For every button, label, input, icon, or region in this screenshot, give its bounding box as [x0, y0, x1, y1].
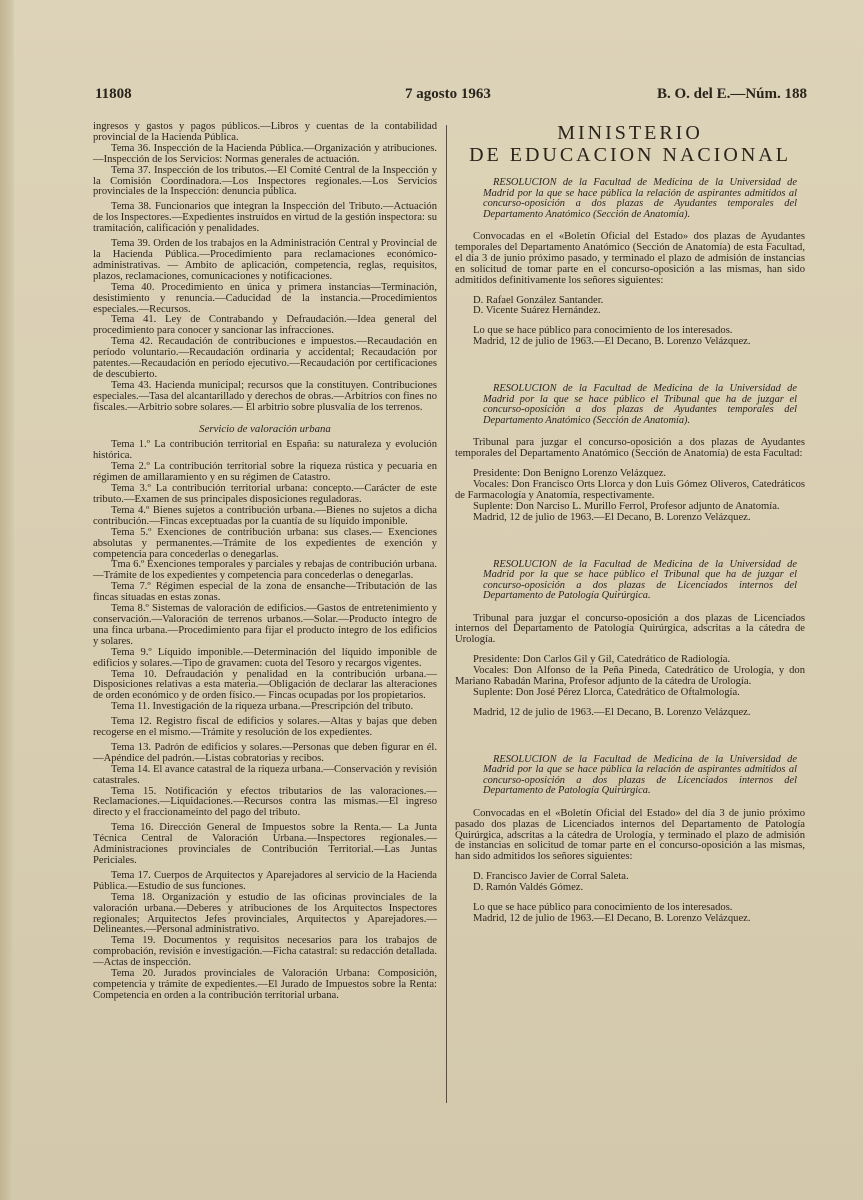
- spacer: [455, 719, 805, 737]
- tema-paragraph: Tema 18. Organización y estudio de las oficinas provinciales de la valoración urbana.—Deberes y atribuciones de los Arquitectos Inspectores regionales; Arquitectos Jefes provinciales, Arquitectos y Aparejadores.—Delineantes.—Personal administrativo.: [93, 891, 437, 936]
- signature: Madrid, 12 de julio de 1963.—El Decano, B. Lorenzo Velázquez.: [473, 913, 751, 924]
- resolution-title: RESOLUCION de la Facultad de Medicina de la Universidad de Madrid por la que se hace pública la relación de aspirantes admitidos al concurso-oposición a dos plazas de Licenciados internos del Departamento de Patología Quirúrgica.: [483, 753, 797, 797]
- spacer: [455, 524, 805, 542]
- paragraph: Tema 43. Hacienda municipal; recursos que la constituyen. Contribuciones especiales.—Tasa del alcantarillado y derechos de obras.—Arbitrios con fines no fiscales.—Arbitrio sobre solares.— El arbitrio sobre plusvalía de los terrenos.: [93, 379, 437, 413]
- tema-paragraph: Tema 14. El avance catastral de la riqueza urbana.—Conservación y revisión catastrales.: [93, 763, 437, 786]
- tema-paragraph: Tema 16. Dirección General de Impuestos sobre la Renta.— La Junta Técnica Central de Valoración Urbana.—Inspectores regionales.—Administraciones provinciales de Contribución Territorial.—Las Juntas Periciales.: [93, 822, 437, 866]
- column-divider: [446, 125, 447, 1103]
- resolution-title: RESOLUCION de la Facultad de Medicina de la Universidad de Madrid por la que se hace pública la relación de aspirantes admitidos al concurso-oposición a dos plazas de Ayudantes temporales del Departamento Anatómico (Sección de Anatomía).: [483, 177, 797, 220]
- tema-paragraph: Tema 17. Cuerpos de Arquitectos y Aparejadores al servicio de la Hacienda Pública.—Estudio de sus funciones.: [93, 869, 437, 892]
- admitted-name: D. Ramón Valdés Gómez.: [473, 882, 584, 894]
- admitted-name: D. Vicente Suárez Hernández.: [473, 305, 601, 317]
- tema-paragraph: Tema 15. Notificación y efectos tributarios de las valoraciones.—Reclamaciones.—Liquidaciones.—Recursos contra las mismas.—El ingreso directo y el fraccionameinto del pago del tributo.: [93, 785, 437, 819]
- tema-paragraph: Tema 20. Jurados provinciales de Valoración Urbana: Composición, competencia y trámite de expedientes.—El Jurado de Impuestos sobre la Renta: Competencia en orden a la contribución territorial urbana.: [93, 968, 437, 1001]
- paragraph: Tema 39. Orden de los trabajos en la Administración Central y Provincial de la Hacienda Pública.—Procedimiento para reclamaciones económico-administrativas. — Ambito de aplicación, competencia, reglas, requisitos, plazos, reclamaciones, comunicaciones y notificaciones.: [93, 238, 437, 282]
- issue-date: 7 agosto 1963: [405, 86, 491, 102]
- signature: Madrid, 12 de julio de 1963.—El Decano, B. Lorenzo Velázquez.: [473, 336, 751, 348]
- signature: Madrid, 12 de julio de 1963.—El Decano, B. Lorenzo Velázquez.: [473, 706, 751, 718]
- resolution-body: Tribunal para juzgar el concurso-oposición a dos plazas de Licenciados internos del Departamento de Patología Quirúrgica, adscritas a la cátedra de Urología.: [455, 612, 805, 646]
- ministry-line-1: MINISTERIO: [557, 122, 703, 144]
- paragraph: Tema 38. Funcionarios que integran la Inspección del Tributo.—Actuación de los Inspectores.—Expedientes instruídos en virtud de la gestión inspectora: su tramitación, calificación y penalidades.: [93, 201, 437, 235]
- page-header: [95, 86, 807, 108]
- closing-text: Lo que se hace público para conocimiento de los interesados.: [473, 902, 733, 914]
- tema-paragraph: Tema 3.º La contribución territorial urbana: concepto.—Carácter de este tributo.—Examen de sus principales disposiciones reguladoras.: [93, 483, 437, 505]
- signature: Madrid, 12 de julio de 1963.—El Decano, B. Lorenzo Velázquez.: [473, 511, 751, 523]
- page-edge-shadow: [0, 0, 14, 1200]
- resolution-title: RESOLUCION de la Facultad de Medicina de la Universidad de Madrid por la que se hace público el Tribunal que ha de juzgar el concurso-oposición a dos plazas de Licenciados internos del Departamento de Patología Quirúrgica.: [483, 558, 797, 601]
- tribunal-vocales: Vocales: Don Alfonso de la Peña Pineda, Catedrático de Urología, y don Mariano Rabadán Marina, Profesor adjunto de la cátedra de Urología.: [455, 665, 805, 688]
- tema-paragraph: Tema 1.º La contribución territorial en España: su naturaleza y evolución histórica.: [93, 439, 437, 462]
- ministry-line-2: DE EDUCACION NACIONAL: [469, 144, 791, 166]
- tema-paragraph: Tema 11. Investigación de la riqueza urbana.—Prescripción del tributo.: [111, 701, 414, 713]
- tema-paragraph: Tema 12. Registro fiscal de edificios y solares.—Altas y bajas que deben recogerse en el mismo.—Trámite y resolución de los expedientes.: [93, 716, 437, 739]
- spacer: [455, 737, 805, 755]
- tema-paragraph: Tema 8.º Sistemas de valoración de edificios.—Gastos de entretenimiento y conservación.—Valoración de terrenos urbanos.—Solar.—Producto íntegro de una finca urbana.—Procedimiento para fijar el producto íntegro de los edificios y solares.: [93, 603, 437, 647]
- admitted-name: D. Francisco Javier de Corral Saleta.: [473, 871, 629, 883]
- left-column: [93, 122, 437, 1002]
- closing-text: Lo que se hace público para conocimiento de los interesados.: [473, 325, 733, 337]
- page-number: 11808: [95, 86, 132, 102]
- tema-paragraph: Tma 6.º Exenciones temporales y parciales y rebajas de contribución urbana.—Trámite de los expedientes y competencia para concederlas o denegarlas.: [93, 559, 437, 582]
- resolution-body: Convocadas en el «Boletín Oficial del Estado» dos plazas de Ayudantes temporales del Departamento Anatómico (Sección de Anatomía) de esta Facultad, el día 3 de junio próximo pasado, y terminado el plazo de admisión de instancias en solicitud de tomar parte en el concurso-oposición a las mismas, han sido admitidos definitivamente los señores siguientes:: [455, 231, 805, 286]
- paragraph: Tema 37. Inspección de los tributos.—El Comité Central de la Inspección y la Comisión Coordinadora.—Los Inspectores regionales.—Los Servicios provinciales de la Inspección: denuncia pública.: [93, 164, 437, 198]
- tribunal-vocales: Vocales: Don Francisco Orts Llorca y don Luis Gómez Oliveros, Catedráticos de Farmacología y Anatomía, respectivamente.: [455, 478, 805, 501]
- tema-paragraph: Tema 13. Padrón de edificios y solares.—Personas que deben figurar en él.—Apéndice del padrón.—Listas cobratorias y recibos.: [93, 741, 437, 764]
- ministry-heading: [455, 122, 805, 166]
- paragraph: Tema 40. Procedimiento en única y primera instancias—Terminación, desistimiento y renuncia.—Caducidad de la instancia.—Procedimientos especiales.—Recursos.: [93, 281, 437, 315]
- spacer: [455, 366, 805, 384]
- bulletin-number: B. O. del E.—Núm. 188: [656, 86, 807, 102]
- tribunal-suplente: Suplente: Don José Pérez Llorca, Catedrático de Oftalmología.: [473, 686, 740, 698]
- tribunal-president: Presidente: Don Benigno Lorenzo Velázquez.: [473, 467, 667, 479]
- tema-paragraph: Tema 4.º Bienes sujetos a contribución urbana.—Bienes no sujetos a dicha contribución.—Fincas exceptuadas por la cuantía de su líquido imponible.: [93, 504, 437, 527]
- paragraph: Tema 42. Recaudación de contribuciones e impuestos.—Recaudación en período voluntario.—Recaudación ordinaria y accidental; Recaudación por patentes.—Recaudación en período ejecutivo.—Recaudación por certificaciones de descubierto.: [93, 336, 437, 380]
- paragraph: ingresos y gastos y pagos públicos.—Libros y cuentas de la contabilidad provincial de la Hacienda Pública.: [93, 121, 437, 143]
- tema-paragraph: Tema 9.º Líquido imponible.—Determinación del líquido imponible de edificios y solares.—Tipo de gravamen: cuota del Tesoro y recargos vigentes.: [93, 646, 437, 669]
- resolution-body: Convocadas en el «Boletín Oficial del Estado» del día 3 de junio próximo pasado dos plazas de Licenciados internos del Departamento de Patología Quirúrgica, adscritas a la cátedra de Urología, y terminado el plazo de admisión de instancias en solicitud de tomar parte en el concurso-oposición a las mismas, han sido admitidos los señores siguientes:: [455, 807, 805, 863]
- paragraph: Tema 41. Ley de Contrabando y Defraudación.—Idea general del procedimiento para conocer y sancionar las infracciones.: [93, 314, 437, 337]
- tema-paragraph: Tema 2.º La contribución territorial sobre la riqueza rústica y pecuaria en régimen de amillaramiento y en su régimen de Catastro.: [93, 461, 437, 484]
- right-column: [455, 122, 805, 925]
- tema-paragraph: Tema 19. Documentos y requisitos necesarios para los trabajos de comprobación, revisión e investigación.—Ficha catastral: su redacción detallada.—Actas de inspección.: [93, 935, 437, 969]
- tema-paragraph: Tema 5.º Exenciones de contribución urbana: sus clases.— Exenciones absolutas y permanentes.—Trámite de los expedientes de exención y competencia para concederlas o denegarlas.: [93, 526, 437, 560]
- spacer: [455, 542, 805, 560]
- admitted-name: D. Rafael González Santander.: [473, 294, 604, 306]
- resolution-body: Tribunal para juzgar el concurso-oposición a dos plazas de Ayudantes temporales del Departamento Anatómico (Sección de Anatomía) de esta Facultad:: [455, 437, 805, 460]
- tema-paragraph: Tema 7.º Régimen especial de la zona de ensanche—Tributación de las fincas situadas en estas zonas.: [93, 581, 437, 604]
- section-title: Servicio de valoración urbana: [199, 422, 331, 435]
- spacer: [455, 348, 805, 366]
- tema-paragraph: Tema 10. Defraudación y penalidad en la contribución urbana.—Disposiciones relativas a esta materia.—Obligación de declarar las alteraciones de orden económico y de orden físico.— Fincas ocupadas por los propietarios.: [93, 668, 437, 702]
- tribunal-president: Presidente: Don Carlos Gil y Gil, Catedrático de Radiología.: [473, 654, 731, 666]
- tribunal-suplente: Suplente: Don Narciso L. Murillo Ferrol, Profesor adjunto de Anatomía.: [473, 500, 780, 512]
- paragraph: Tema 36. Inspección de la Hacienda Pública.—Organización y atribuciones.—Inspección de los Servicios: Normas generales de actuación.: [93, 142, 437, 165]
- resolution-title: RESOLUCION de la Facultad de Medicina de la Universidad de Madrid por la que se hace público el Tribunal que ha de juzgar el concurso-oposición a dos plazas de Ayudantes temporales del Departamento Anatómico (Sección de Anatomía).: [483, 383, 797, 426]
